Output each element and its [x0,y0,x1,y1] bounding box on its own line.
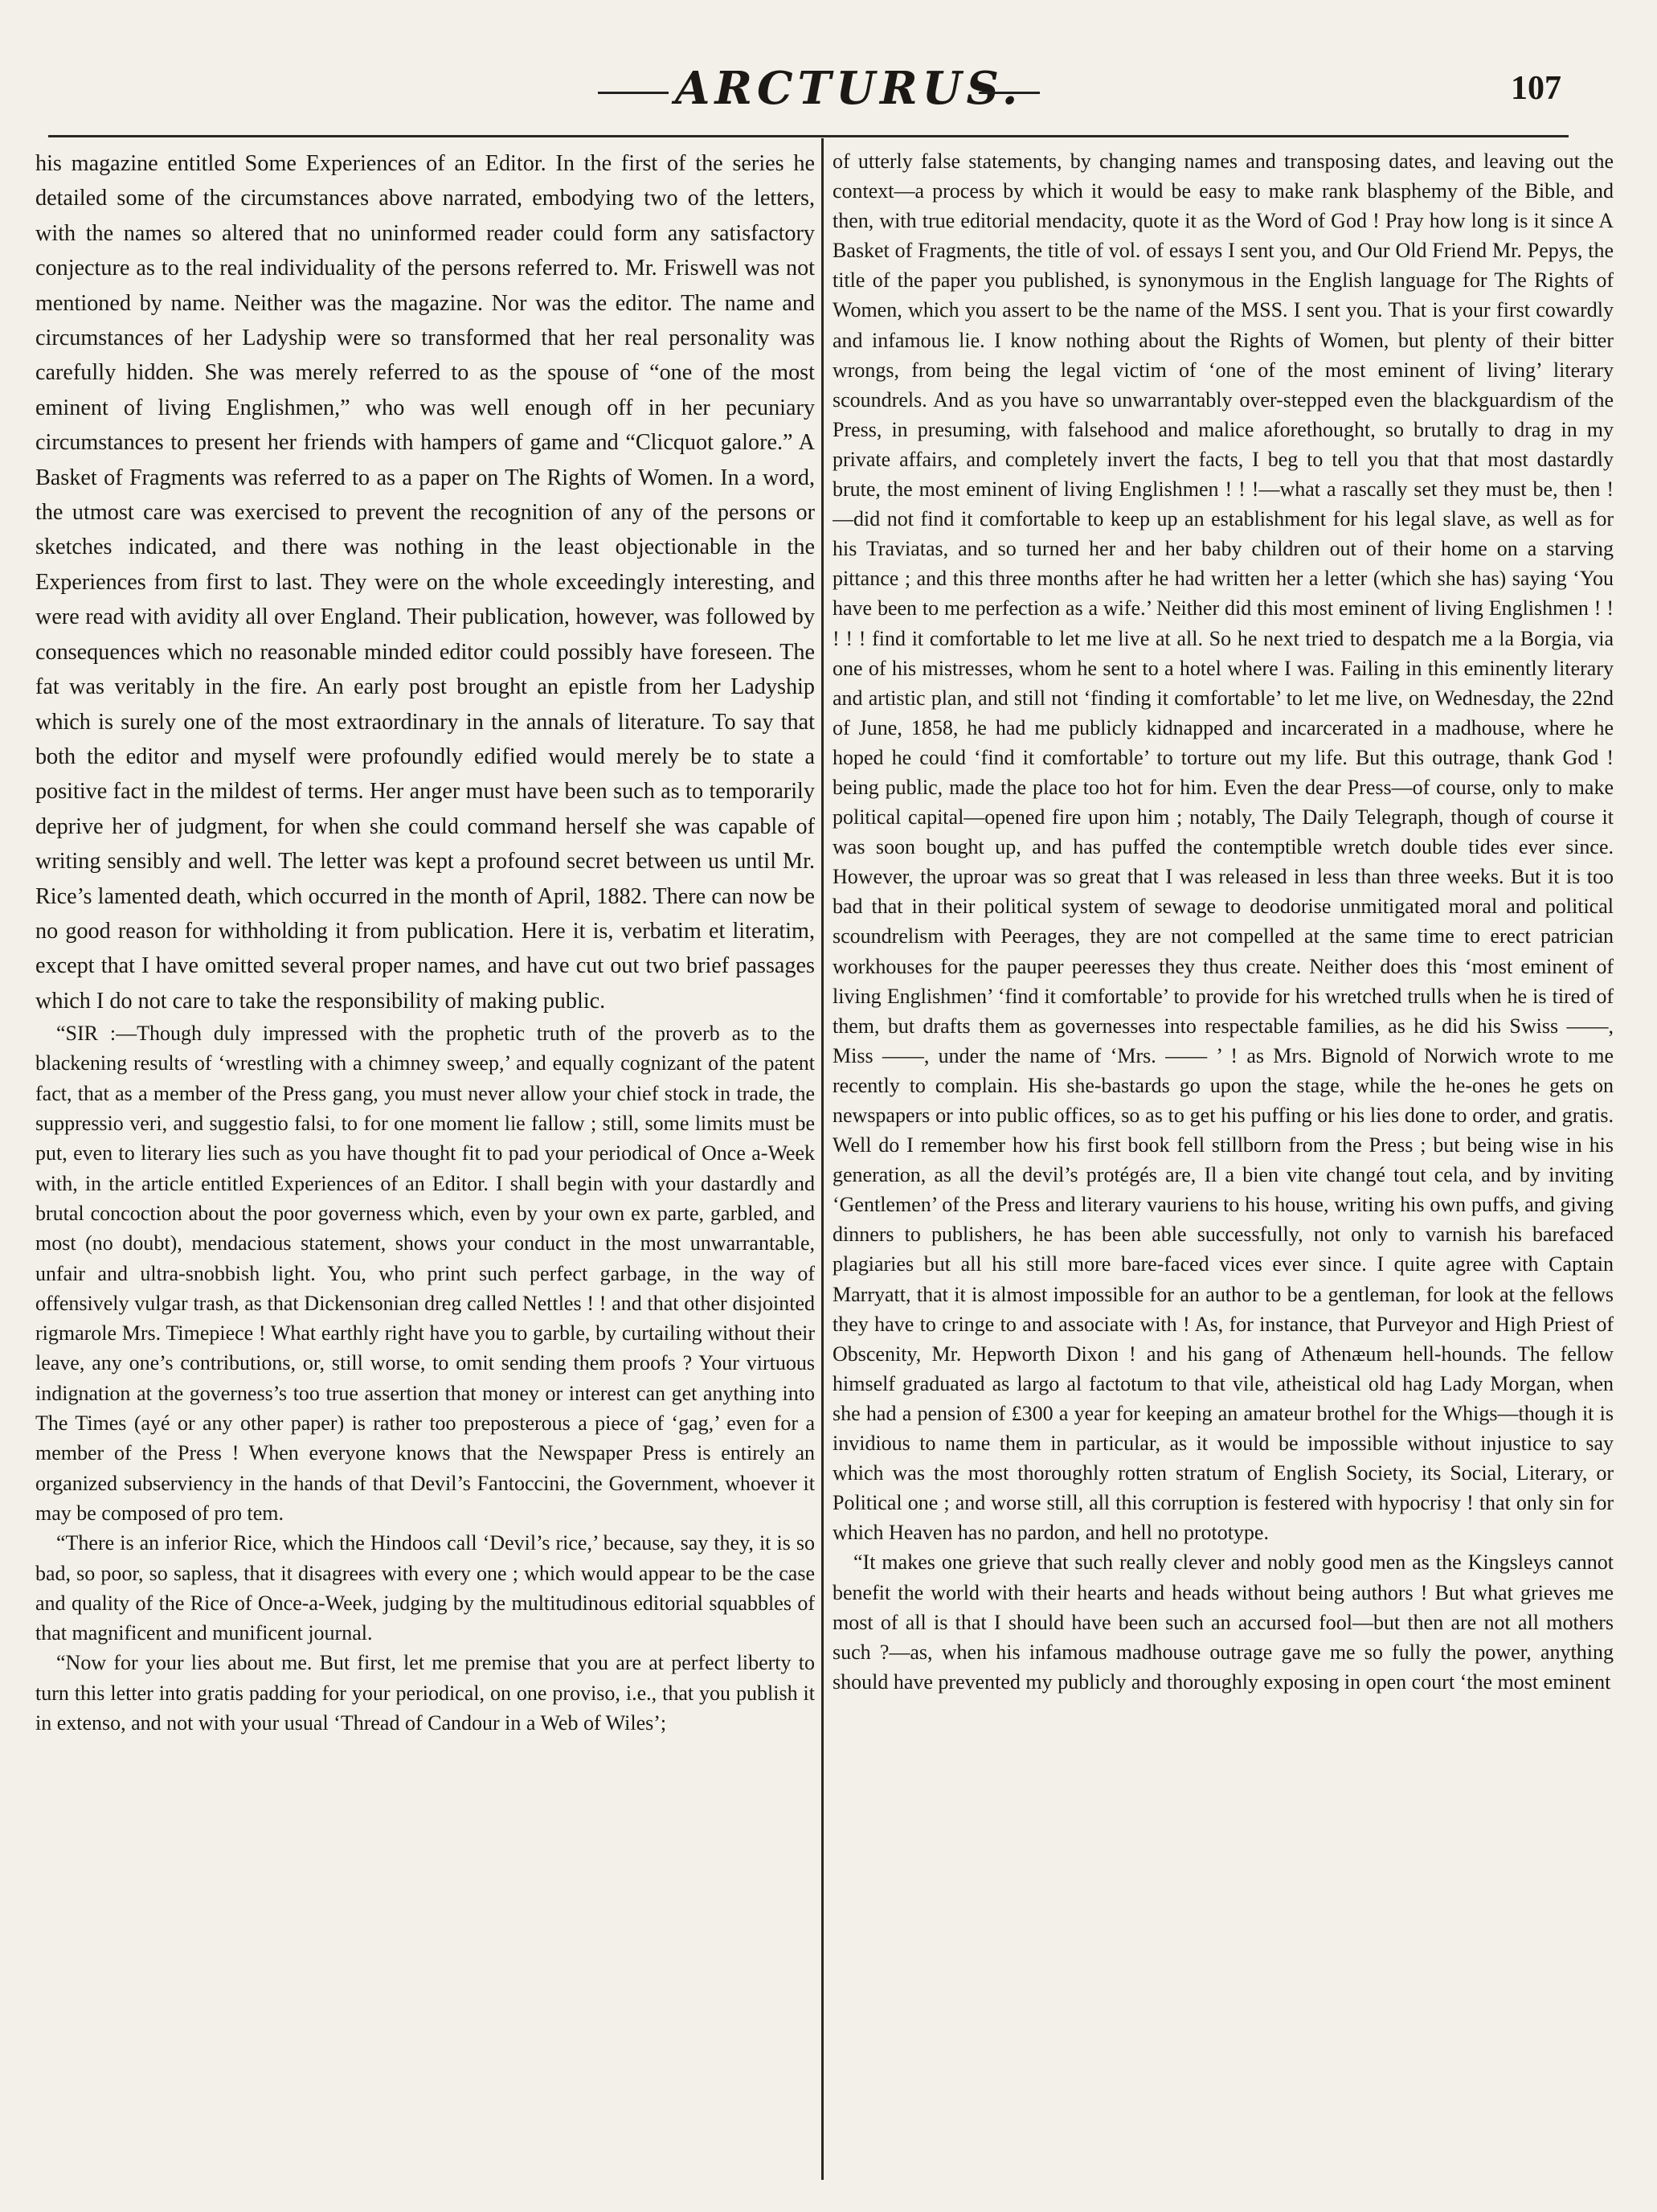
header-divider [48,135,1569,137]
paragraph: “It makes one grieve that such really clever and nobly good men as the Kingsleys cannot benefit the world with their hearts and heads without being authors ! But what grieves me most of all is that I should have been such an accursed fool—but then are not all mothers such ?—as, when his infamous madhouse outrage gave me so fully the power, anything should have prevented my publicly and thoroughly exposing in open court ‘the most eminent [833,1550,1614,1694]
paragraph: his magazine entitled Some Experiences of an Editor. In the first of the series he detailed some of the circumstances above narrated, embodying two of the letters, with the names so altered that no uninformed reader could form any satisfactory conjecture as to the real individuality of the persons referred to. Mr. Friswell was not mentioned by name. Neither was the magazine. Nor was the editor. The name and circumstances of her Ladyship were so transformed that her real personality was carefully hidden. She was merely referred to as the spouse of “one of the most eminent of living Englishmen,” who was well enough off in her pecuniary circumstances to present her friends with hampers of game and “Clicquot galore.” A Basket of Fragments was referred to as a paper on The Rights of Women. In a word, the utmost care was exercised to prevent the recognition of any of the persons or sketches indicated, and there was nothing in the least objectionable in the Experiences from first to last. They were on the whole exceedingly interesting, and were read with avidity all over England. Their publication, however, was followed by consequences which no reasonable minded editor could possibly have foreseen. The fat was veritably in the fire. An early post brought an epistle from her Ladyship which is surely one of the most extraordinary in the annals of literature. To say that both the editor and myself were profoundly edified would merely be to state a positive fact in the mildest of terms. Her anger must have been such as to temporarily deprive her of judgment, for when she could command herself she was capable of writing sensibly and well. The letter was kept a profound secret between us until Mr. Rice’s lamented death, which occurred in the month of April, 1882. There can now be no good reason for withholding it from publication. Here it is, verbatim et literatim, except that I have omitted several proper names, and have cut out two brief passages which I do not care to take the responsibility of making public. [35,151,815,1014]
page-header [0,56,1657,121]
page-number: 107 [1511,70,1561,107]
paragraph: “There is an inferior Rice, which the Hindoos call ‘Devil’s rice,’ because, say they, it is so bad, so poor, so sapless, that it disagrees with every one ; which would appear to be the case and quality of the Rice of Once-a-Week, judging by the multitudinous editorial squabbles of that magnificent and munificent journal. [35,1531,815,1645]
header-rule-left [598,92,669,94]
right-column [833,146,1614,2180]
paragraph: “Now for your lies about me. But first, let me premise that you are at perfect liberty to turn this letter into gratis padding for your periodical, on one proviso, i.e., that you publish it in extenso, and not with your usual ‘Thread of Candour in a Web of Wiles’; [35,1651,815,1735]
paragraph: of utterly false statements, by changing names and transposing dates, and leaving out the context—a process by which it would be easy to make rank blasphemy of the Bible, and then, with true editorial mendacity, quote it as the Word of God ! Pray how long is it since A Basket of Fragments, the title of vol. of essays I sent you, and Our Old Friend Mr. Pepys, the title of the paper you published, is synonymous in the English language for The Rights of Women, which you assert to be the name of the MSS. I sent you. That is your first cowardly and infamous lie. I know nothing about the Rights of Women, but plenty of their bitter wrongs, from being the legal victim of ‘one of the most eminent of living’ literary scoundrels. And as you have so unwarrantably over-stepped even the blackguardism of the Press, in presuming, with falsehood and malice aforethought, so brutally to drag in my private affairs, and completely invert the facts, I beg to tell you that that most dastardly brute, the most eminent of living Englishmen ! ! !—what a rascally set they must be, then !—did not find it comfortable to keep up an establishment for his legal slave, as well as for his Traviatas, and so turned her and her baby children out of their home on a starving pittance ; and this three months after he had written her a letter (which she has) saying ‘You have been to me perfection as a wife.’ Neither did this most eminent of living Englishmen ! ! ! ! ! find it comfortable to let me live at all. So he next tried to despatch me a la Borgia, via one of his mistresses, whom he sent to a hotel where I was. Failing in this eminently literary and artistic plan, and still not ‘finding it comfortable’ to let me live, on Wednesday, the 22nd of June, 1858, he had me publicly kidnapped and incarcerated in a madhouse, where he hoped he could ‘find it comfortable’ to torture out my life. But this outrage, thank God ! being public, made the place too hot for him. Even the dear Press—of course, only to make political capital—opened fire upon him ; notably, The Daily Telegraph, though of course it was soon bought up, and has puffed the contemptible wretch double tides ever since. However, the uproar was so great that I was released in less than three weeks. But it is too bad that in their political system of sewage to deodorise unmitigated moral and political scoundrelism with Peerages, they are not compelled at the same time to erect patrician workhouses for the pauper peeresses they thus create. Neither does this ‘most eminent of living Englishmen’ ‘find it comfortable’ to provide for his wretched trulls when he is tired of them, but drafts them as governesses into respectable families, as he did his Swiss ——, Miss ——, under the name of ‘Mrs. —— ’ ! as Mrs. Bignold of Norwich wrote to me recently to complain. His she-bastards go upon the stage, while the he-ones he gets on newspapers or into public offices, so as to get his puffing or his lies done to order, and gratis. Well do I remember how his first book fell stillborn from the Press ; but being wise in his generation, as all the devil’s protégés are, Il a bien vite changé tout cela, and by inviting ‘Gentlemen’ of the Press and literary vauriens to his house, writing his own puffs, and giving dinners to publishers, he has been able successfully, not only to varnish his barefaced plagiaries but all his still more bare-faced vices ever since. I quite agree with Captain Marryatt, that it is almost impossible for an author to be a gentleman, for look at the fellows they have to cringe to and associate with ! As, for instance, that Purveyor and High Priest of Obscenity, Mr. Hepworth Dixon ! and his gang of Athenæum hell-hounds. The fellow himself graduated as largo al factotum to that vile, atheistical old hag Lady Morgan, when she had a pension of £300 a year for keeping an amateur brothel for the Whigs—though it is invidious to name them in particular, as it would be impossible without injustice to say which was the most thoroughly rotten stratum of English Society, its Social, Literary, or Political one ; and worse still, all this corruption is festered with hypocrisy ! that only sin for which Heaven has no pardon, and hell no prototype. [833,150,1614,1545]
paragraph: “SIR :—Though duly impressed with the prophetic truth of the proverb as to the blackening results of ‘wrestling with a chimney sweep,’ and equally cognizant of the patent fact, that as a member of the Press gang, you must never allow your chief stock in trade, the suppressio veri, and suggestio falsi, to for one moment lie fallow ; still, some limits must be put, even to literary lies such as you have thought fit to pad your periodical of Once a-Week with, in the article entitled Experiences of an Editor. I shall begin with your dastardly and brutal concoction about the poor governess which, even by your own ex parte, garbled, and most (no doubt), mendacious statement, shows your conduct in the most unwarrantable, unfair and ultra-snobbish light. You, who print such perfect garbage, in the way of offensively vulgar trash, as that Dickensonian dreg called Nettles ! ! and that other disjointed rigmarole Mrs. Timepiece ! What earthly right have you to garble, by curtailing without their leave, any one’s contributions, or, still worse, to omit sending them proofs ? Your virtuous indignation at the governess’s too true assertion that money or interest can get anything into The Times (ayé or any other paper) is rather too preposterous a piece of ‘gag,’ even for a member of the Press ! When everyone knows that the Newspaper Press is entirely an organized subserviency in the hands of that Devil’s Fantoccini, the Government, whoever it may be composed of pro tem. [35,1022,815,1525]
left-column [35,146,815,2180]
column-divider [821,138,824,2180]
masthead-title: ARCTURUS. [675,62,1023,115]
header-rule-right [979,92,1040,94]
